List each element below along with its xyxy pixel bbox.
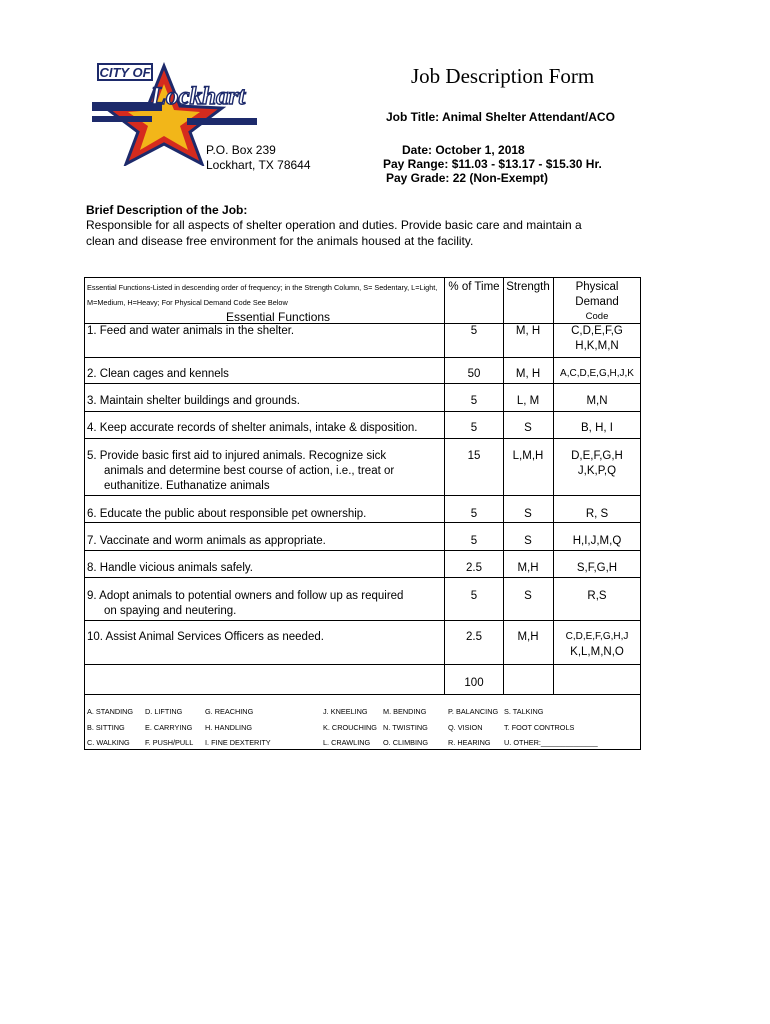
col-time-header: % of Time (448, 281, 500, 293)
strength: S (524, 508, 532, 520)
row-separator (84, 383, 641, 384)
percent-time: 5 (470, 395, 478, 407)
function-text: 7. Vaccinate and worm animals as appropriate. (87, 535, 326, 547)
strength: S (524, 590, 532, 602)
description-line1: Responsible for all aspects of shelter operation and duties. Provide basic care and maintain a (86, 218, 582, 232)
function-text: 3. Maintain shelter buildings and grounds. (87, 395, 300, 407)
demand-code: R, S (585, 508, 609, 520)
function-text-cont: on spaying and neutering. (104, 605, 237, 617)
table-note-line2: M=Medium, H=Heavy; For Physical Demand Code See Below (87, 298, 288, 307)
table-note-line1: Essential Functions-Listed in descending order of frequency; in the Strength Column, S= Sedentary, L=Light, (87, 283, 438, 292)
legend-item: H. HANDLING (205, 723, 253, 732)
demand-code: S,F,G,H (576, 562, 618, 574)
address-line1: P.O. Box 239 (206, 143, 276, 157)
function-text-cont: euthanitize. Euthanatize animals (104, 480, 270, 492)
row-separator (84, 495, 641, 496)
strength: M,H (517, 631, 539, 643)
logo-line1: CITY OF (99, 65, 151, 80)
strength: M, H (515, 325, 541, 337)
row-separator (84, 411, 641, 412)
legend-item: S. TALKING (504, 707, 544, 716)
function-text: 8. Handle vicious animals safely. (87, 562, 253, 574)
legend-item: O. CLIMBING (383, 738, 429, 747)
table-border-left (84, 277, 85, 749)
demand-code: B, H, I (581, 422, 613, 434)
row-separator (84, 522, 641, 523)
function-text: 6. Educate the public about responsible pet ownership. (87, 508, 367, 520)
demand-code: C,D,E,F,G (571, 325, 623, 337)
legend-item: I. FINE DEXTERITY (205, 738, 271, 747)
function-text: 1. Feed and water animals in the shelter. (87, 325, 295, 337)
form-title: Job Description Form (411, 64, 595, 88)
demand-code: R,S (587, 590, 607, 602)
table-border-top (84, 277, 641, 278)
demand-code-cont: J,K,P,Q (577, 465, 617, 477)
demand-code: C,D,E,F,G,H,J (565, 631, 629, 642)
legend-item: E. CARRYING (145, 723, 193, 732)
function-text: 4. Keep accurate records of shelter animals, intake & disposition. (87, 422, 418, 434)
row-separator (84, 577, 641, 578)
description-heading: Brief Description of the Job: (86, 203, 248, 217)
legend-item: K. CROUCHING (323, 723, 377, 732)
percent-time: 15 (467, 450, 481, 462)
percent-time: 2.5 (466, 562, 482, 574)
legend-item: J. KNEELING (323, 707, 368, 716)
description-line2: clean and disease free environment for the animals housed at the facility. (86, 234, 474, 248)
legend-item: D. LIFTING (145, 707, 183, 716)
col-code-header-1: Physical (575, 281, 619, 293)
total-time: 100 (464, 677, 484, 689)
function-text: 2. Clean cages and kennels (87, 368, 229, 380)
percent-time: 2.5 (466, 631, 482, 643)
percent-time: 5 (470, 535, 478, 547)
demand-code: M,N (586, 395, 608, 407)
demand-code: A,C,D,E,G,H,J,K (560, 368, 634, 379)
strength: S (524, 535, 532, 547)
functions-heading: Essential Functions (226, 310, 331, 324)
legend-item: B. SITTING (87, 723, 125, 732)
legend-item: R. HEARING (448, 738, 491, 747)
strength: M, H (515, 368, 541, 380)
function-text: 10. Assist Animal Services Officers as needed. (87, 631, 324, 643)
legend-item: F. PUSH/PULL (145, 738, 194, 747)
legend-item: C. WALKING (87, 738, 130, 747)
demand-code: D,E,F,G,H (571, 450, 623, 462)
strength: S (524, 422, 532, 434)
legend-item: U. OTHER:______________ (504, 738, 598, 747)
row-separator (84, 357, 641, 358)
legend-item: Q. VISION (448, 723, 483, 732)
col-code-header-2: Demand (575, 296, 619, 308)
legend-item: L. CRAWLING (323, 738, 371, 747)
row-separator (84, 620, 641, 621)
legend-item: N. TWISTING (383, 723, 428, 732)
percent-time: 5 (470, 508, 478, 520)
percent-time: 5 (470, 422, 478, 434)
percent-time: 50 (467, 368, 481, 380)
function-text-cont: animals and determine best course of action, i.e., treat or (104, 465, 395, 477)
row-separator (84, 664, 641, 665)
legend-item: M. BENDING (383, 707, 427, 716)
strength: M,H (517, 562, 539, 574)
function-text: 9. Adopt animals to potential owners and follow up as required (87, 590, 404, 602)
legend-border-top (84, 694, 641, 695)
legend-item: P. BALANCING (448, 707, 499, 716)
table-border-bottom (84, 749, 641, 750)
demand-code-cont: H,K,M,N (575, 340, 619, 352)
row-separator (84, 323, 641, 324)
strength: L, M (516, 395, 540, 407)
pay-range: Pay Range: $11.03 - $13.17 - $15.30 Hr. (383, 157, 602, 171)
row-separator (84, 438, 641, 439)
demand-code: H,I,J,M,Q (572, 535, 622, 547)
percent-time: 5 (470, 325, 478, 337)
function-text: 5. Provide basic first aid to injured animals. Recognize sick (87, 450, 387, 462)
date: Date: October 1, 2018 (402, 143, 525, 157)
logo-line2: Lockhart (150, 83, 246, 110)
row-separator (84, 550, 641, 551)
demand-code-cont: K,L,M,N,O (570, 646, 624, 658)
col-code-header-3: Code (585, 311, 609, 322)
legend-item: G. REACHING (205, 707, 254, 716)
job-title: Job Title: Animal Shelter Attendant/ACO (386, 110, 615, 124)
pay-grade: Pay Grade: 22 (Non-Exempt) (386, 171, 549, 185)
strength: L,M,H (512, 450, 544, 462)
address-line2: Lockhart, TX 78644 (206, 158, 311, 172)
col-strength-header: Strength (506, 281, 550, 293)
percent-time: 5 (470, 590, 478, 602)
legend-item: T. FOOT CONTROLS (504, 723, 575, 732)
legend-item: A. STANDING (87, 707, 134, 716)
